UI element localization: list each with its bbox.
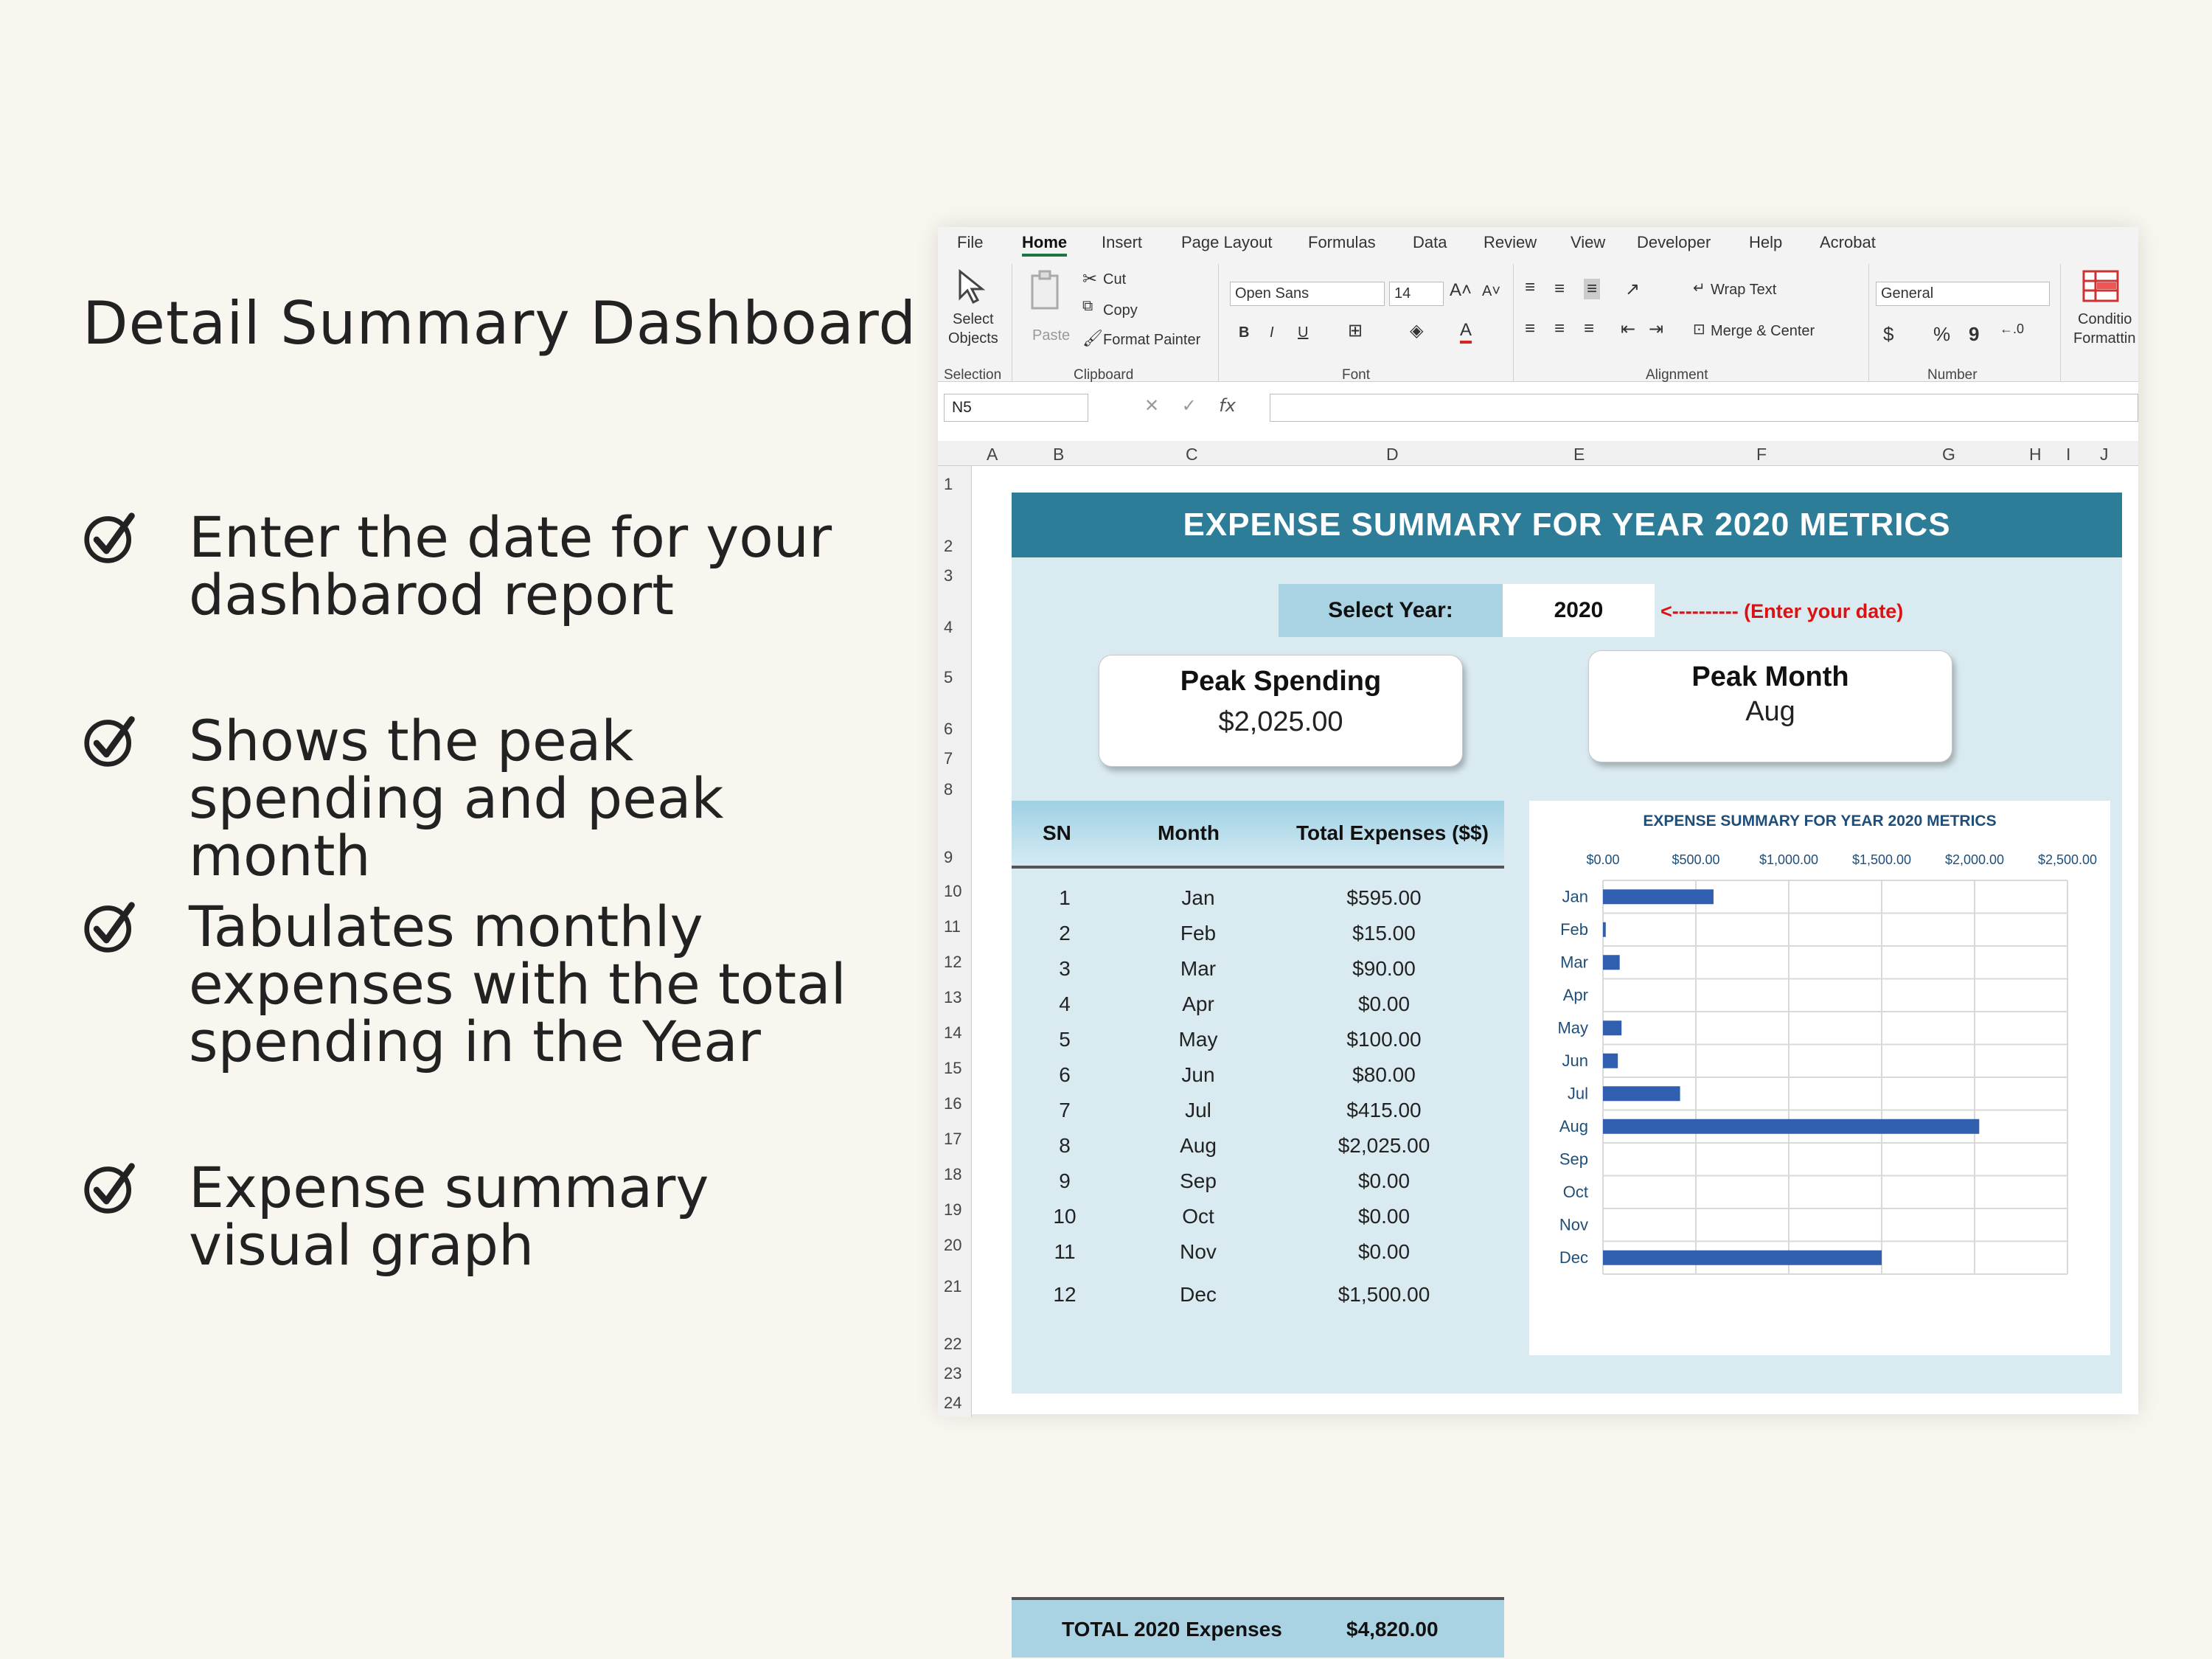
cell-expense: $90.00 xyxy=(1352,957,1416,980)
cell-month: Dec xyxy=(1180,1283,1217,1306)
cell-expense: $80.00 xyxy=(1352,1063,1416,1086)
column-header[interactable]: B xyxy=(1053,445,1065,464)
decrease-font-icon[interactable]: A˅ xyxy=(1482,283,1501,299)
ribbon-divider xyxy=(2060,264,2061,382)
menu-developer[interactable]: Developer xyxy=(1637,233,1711,251)
ribbon xyxy=(938,257,2138,382)
merge-center-icon[interactable]: ⊡ xyxy=(1693,321,1705,338)
bar xyxy=(1603,1086,1680,1101)
cut-label[interactable]: Cut xyxy=(1103,271,1127,288)
check-circle-icon xyxy=(83,714,139,770)
row-header[interactable]: 5 xyxy=(944,668,953,686)
feature-item xyxy=(83,708,864,889)
cell-month: May xyxy=(1178,1028,1218,1051)
bar xyxy=(1603,1251,1882,1265)
cell-sn: 10 xyxy=(1053,1205,1077,1228)
column-header[interactable]: G xyxy=(1942,445,1955,464)
row-header[interactable]: 21 xyxy=(944,1277,962,1295)
check-circle-icon xyxy=(83,1161,139,1217)
dashboard xyxy=(1012,493,2122,1641)
check-circle-icon xyxy=(83,510,139,566)
increase-indent-icon[interactable]: ⇥ xyxy=(1649,319,1664,339)
y-category-label: Aug xyxy=(1559,1116,1588,1135)
copy-icon[interactable]: ⧉ xyxy=(1082,298,1093,314)
select-objects-label[interactable]: Select xyxy=(953,311,994,327)
menu-file[interactable]: File xyxy=(957,233,984,251)
cursor-arrow-icon[interactable] xyxy=(954,268,987,305)
menu-formulas[interactable]: Formulas xyxy=(1308,233,1376,251)
row-header[interactable]: 3 xyxy=(944,566,953,585)
table-row xyxy=(1012,1023,1504,1059)
bar xyxy=(1603,922,1606,937)
cell-expense: $0.00 xyxy=(1357,1169,1411,1192)
y-category-label: Feb xyxy=(1560,919,1588,939)
row-header[interactable]: 19 xyxy=(944,1200,962,1219)
row-header[interactable]: 8 xyxy=(944,780,953,799)
cell-expense: $0.00 xyxy=(1357,1240,1411,1263)
total-value: $4,820.00 xyxy=(1346,1618,1439,1641)
cell-sn: 12 xyxy=(1053,1283,1077,1306)
table-row xyxy=(1012,953,1504,988)
cell-month: Jul xyxy=(1185,1099,1211,1121)
table-row xyxy=(1012,1165,1504,1200)
column-header[interactable]: I xyxy=(2066,445,2071,464)
row-header[interactable]: 16 xyxy=(944,1094,962,1113)
feature-item xyxy=(83,894,864,1075)
function-icon[interactable]: fx xyxy=(1219,395,1236,416)
cell-month: Oct xyxy=(1182,1205,1214,1228)
x-tick-label: $2,000.00 xyxy=(1944,852,2005,867)
scissors-icon[interactable]: ✂ xyxy=(1082,269,1098,289)
font-name-select[interactable]: Open Sans xyxy=(1230,282,1385,306)
align-top-icon[interactable]: ≡ xyxy=(1525,277,1536,297)
group-font: Font xyxy=(1342,367,1371,383)
merge-center-label[interactable]: Merge & Center xyxy=(1711,323,1815,339)
decimal-increase-icon[interactable]: ←.0 xyxy=(2000,321,2025,336)
x-tick-label: $0.00 xyxy=(1586,852,1620,867)
align-center-icon[interactable]: ≡ xyxy=(1554,319,1565,338)
number-format-select[interactable]: General xyxy=(1876,282,2050,306)
table-total-row xyxy=(1012,1597,1504,1658)
align-left-icon[interactable]: ≡ xyxy=(1525,319,1536,338)
table-row xyxy=(1012,1094,1504,1130)
font-color-icon[interactable]: A xyxy=(1460,320,1472,344)
menu-page-layout[interactable]: Page Layout xyxy=(1181,233,1273,251)
x-tick-label: $1,500.00 xyxy=(1851,852,1912,867)
cell-month: Jun xyxy=(1181,1063,1215,1086)
row-headers xyxy=(938,466,972,1417)
column-header[interactable]: C xyxy=(1186,445,1198,464)
cell-sn: 3 xyxy=(1059,957,1071,980)
group-alignment: Alignment xyxy=(1646,367,1708,383)
select-objects-label-2[interactable]: Objects xyxy=(948,330,998,347)
group-number: Number xyxy=(1927,367,1978,383)
cell-sn: 5 xyxy=(1059,1028,1071,1051)
peak-month-title: Peak Month xyxy=(1691,661,1849,692)
row-header[interactable]: 14 xyxy=(944,1023,962,1042)
row-header[interactable]: 1 xyxy=(944,475,953,493)
bar xyxy=(1603,889,1714,904)
name-box[interactable]: N5 xyxy=(944,394,1088,422)
row-header[interactable]: 6 xyxy=(944,720,953,738)
bar xyxy=(1603,1020,1621,1035)
column-header[interactable]: F xyxy=(1756,445,1767,464)
cell-sn: 1 xyxy=(1059,886,1071,909)
paste-label[interactable]: Paste xyxy=(1032,327,1071,344)
cell-expense: $415.00 xyxy=(1346,1099,1422,1121)
row-header[interactable]: 9 xyxy=(944,848,953,866)
bold-button[interactable]: B xyxy=(1239,324,1250,341)
y-category-label: Mar xyxy=(1560,953,1588,972)
borders-icon[interactable]: ⊞ xyxy=(1348,321,1363,341)
enter-icon[interactable]: ✓ xyxy=(1181,395,1197,416)
table-row xyxy=(1012,1279,1504,1314)
feature-text: Tabulates monthly expenses with the total spending in the Year xyxy=(189,894,846,1074)
row-header[interactable]: 2 xyxy=(944,537,953,555)
y-category-label: Oct xyxy=(1562,1182,1588,1201)
cell-month: Nov xyxy=(1180,1240,1217,1263)
row-header[interactable]: 13 xyxy=(944,988,962,1006)
peak-spending-value: $2,025.00 xyxy=(1218,706,1343,737)
excel-window xyxy=(938,227,2138,1641)
header-month: Month xyxy=(1158,821,1220,844)
x-tick-label: $1,000.00 xyxy=(1759,852,1819,867)
column-header[interactable]: H xyxy=(2029,445,2042,464)
currency-button[interactable]: $ xyxy=(1883,323,1894,345)
hero-title: Detail Summary Dashboard xyxy=(83,289,917,358)
menu-insert[interactable]: Insert xyxy=(1102,233,1143,251)
align-bottom-icon[interactable]: ≡ xyxy=(1584,279,1600,299)
cell-expense: $1,500.00 xyxy=(1338,1283,1430,1306)
y-category-label: Jul xyxy=(1567,1084,1588,1103)
table-row xyxy=(1012,1059,1504,1094)
cell-sn: 9 xyxy=(1059,1169,1071,1192)
format-painter-icon[interactable]: 🖌 xyxy=(1082,329,1103,347)
cell-sn: 11 xyxy=(1054,1240,1076,1263)
cell-month: Aug xyxy=(1180,1134,1217,1157)
year-hint: <---------- (Enter your date) xyxy=(1660,600,1904,622)
total-label: TOTAL 2020 Expenses xyxy=(1062,1618,1282,1641)
expense-bar-chart xyxy=(1529,801,2110,1355)
y-category-label: Sep xyxy=(1559,1150,1588,1169)
expense-chart xyxy=(1529,801,2110,1355)
check-circle-icon xyxy=(83,900,139,956)
fill-color-icon[interactable]: ◈ xyxy=(1410,321,1424,341)
underline-button[interactable]: U xyxy=(1298,324,1309,341)
peak-month-card xyxy=(1588,650,1952,762)
y-category-label: May xyxy=(1557,1018,1588,1037)
cell-month: Mar xyxy=(1180,957,1217,980)
x-tick-label: $2,500.00 xyxy=(2037,852,2098,867)
column-header[interactable]: E xyxy=(1573,445,1585,464)
comma-button[interactable]: 9 xyxy=(1969,323,1980,345)
header-total-expenses: Total Expenses ($$) xyxy=(1296,821,1489,844)
table-row xyxy=(1012,882,1504,917)
row-header[interactable]: 12 xyxy=(944,953,962,971)
ribbon-divider xyxy=(1218,264,1219,382)
feature-text: Shows the peak spending and peak month xyxy=(189,708,724,888)
cell-month: Apr xyxy=(1182,992,1214,1015)
cell-expense: $2,025.00 xyxy=(1338,1134,1430,1157)
increase-font-icon[interactable]: A˄ xyxy=(1450,280,1472,300)
cell-expense: $100.00 xyxy=(1346,1028,1422,1051)
format-painter-label[interactable]: Format Painter xyxy=(1103,332,1201,348)
peak-month-value: Aug xyxy=(1745,696,1795,727)
wrap-text-icon[interactable]: ↵ xyxy=(1693,280,1705,296)
peak-spending-title: Peak Spending xyxy=(1180,666,1382,697)
row-header[interactable]: 24 xyxy=(944,1394,962,1412)
conditional-formatting-label-2[interactable]: Formattin xyxy=(2073,330,2136,347)
y-category-label: Apr xyxy=(1562,985,1588,1004)
y-category-label: Jan xyxy=(1562,887,1588,906)
menu-view[interactable]: View xyxy=(1571,233,1606,251)
cell-sn: 8 xyxy=(1059,1134,1071,1157)
formula-bar xyxy=(938,391,2138,423)
row-header[interactable]: 23 xyxy=(944,1364,962,1382)
y-category-label: Jun xyxy=(1562,1051,1588,1070)
header-sn: SN xyxy=(1043,821,1071,844)
cell-month: Feb xyxy=(1180,922,1217,945)
bar xyxy=(1603,1119,1979,1134)
select-year-input[interactable]: 2020 xyxy=(1503,584,1655,637)
percent-button[interactable]: % xyxy=(1933,323,1951,345)
bar xyxy=(1603,955,1620,970)
cell-sn: 7 xyxy=(1059,1099,1071,1121)
wrap-text-label[interactable]: Wrap Text xyxy=(1711,282,1777,298)
cancel-icon[interactable]: ✕ xyxy=(1144,395,1160,416)
x-tick-label: $500.00 xyxy=(1672,852,1720,867)
align-middle-icon[interactable]: ≡ xyxy=(1554,279,1565,299)
feature-text: Enter the date for your dashbarod report xyxy=(189,504,832,627)
cell-month: Jan xyxy=(1181,886,1215,909)
conditional-formatting-icon[interactable] xyxy=(2082,270,2119,302)
y-category-label: Nov xyxy=(1559,1215,1588,1234)
cell-expense: $595.00 xyxy=(1346,886,1422,909)
row-header[interactable]: 11 xyxy=(944,917,961,936)
ribbon-divider xyxy=(1513,264,1514,382)
table-row xyxy=(1012,917,1504,953)
column-header[interactable]: J xyxy=(2100,445,2109,464)
table-row xyxy=(1012,1200,1504,1236)
y-category-label: Dec xyxy=(1559,1248,1588,1267)
feature-text: Expense summary visual graph xyxy=(189,1155,709,1278)
orientation-icon[interactable]: ↗ xyxy=(1625,279,1641,299)
peak-spending-card xyxy=(1099,655,1463,767)
conditional-formatting-label[interactable]: Conditio xyxy=(2078,311,2132,327)
row-header[interactable]: 4 xyxy=(944,618,953,636)
table-row xyxy=(1012,1130,1504,1165)
feature-item xyxy=(83,504,864,634)
row-header[interactable]: 20 xyxy=(944,1236,962,1254)
row-header[interactable]: 22 xyxy=(944,1335,962,1353)
menu-data[interactable]: Data xyxy=(1413,233,1447,251)
row-header[interactable]: 7 xyxy=(944,749,953,768)
row-header[interactable]: 18 xyxy=(944,1165,962,1183)
menu-bar xyxy=(938,227,2138,257)
cell-sn: 6 xyxy=(1059,1063,1071,1086)
cell-month: Sep xyxy=(1180,1169,1217,1192)
clipboard-icon[interactable] xyxy=(1028,270,1063,311)
menu-review[interactable]: Review xyxy=(1484,233,1537,251)
italic-button[interactable]: I xyxy=(1270,324,1274,341)
cell-expense: $15.00 xyxy=(1352,922,1416,945)
align-right-icon[interactable]: ≡ xyxy=(1584,319,1595,338)
column-header[interactable]: D xyxy=(1386,445,1399,464)
menu-acrobat[interactable]: Acrobat xyxy=(1820,233,1876,251)
cell-sn: 2 xyxy=(1059,922,1071,945)
dashboard-title: EXPENSE SUMMARY FOR YEAR 2020 METRICS xyxy=(1012,493,2122,557)
font-size-select[interactable]: 14 xyxy=(1389,282,1444,306)
menu-home[interactable]: Home xyxy=(1022,233,1067,257)
formula-bar-icons xyxy=(1144,395,1236,416)
copy-label[interactable]: Copy xyxy=(1103,302,1138,319)
row-header[interactable]: 15 xyxy=(944,1059,962,1077)
table-row xyxy=(1012,988,1504,1023)
ribbon-divider xyxy=(1868,264,1869,382)
group-selection: Selection xyxy=(944,367,1002,383)
column-headers xyxy=(938,441,2138,466)
feature-item xyxy=(83,1155,864,1284)
formula-input[interactable] xyxy=(1270,394,2138,422)
table-row xyxy=(1012,1236,1504,1271)
group-clipboard: Clipboard xyxy=(1074,367,1134,383)
chart-title: EXPENSE SUMMARY FOR YEAR 2020 METRICS xyxy=(1643,813,1997,830)
table-header xyxy=(1012,801,1504,869)
row-header[interactable]: 10 xyxy=(944,882,962,900)
column-header[interactable]: A xyxy=(987,445,998,464)
cell-expense: $0.00 xyxy=(1357,992,1411,1015)
menu-help[interactable]: Help xyxy=(1749,233,1783,251)
cell-sn: 4 xyxy=(1059,992,1071,1015)
select-year-label: Select Year: xyxy=(1279,584,1503,637)
bar xyxy=(1603,1054,1618,1068)
cell-expense: $0.00 xyxy=(1357,1205,1411,1228)
decrease-indent-icon[interactable]: ⇤ xyxy=(1621,319,1636,339)
row-header[interactable]: 17 xyxy=(944,1130,962,1148)
